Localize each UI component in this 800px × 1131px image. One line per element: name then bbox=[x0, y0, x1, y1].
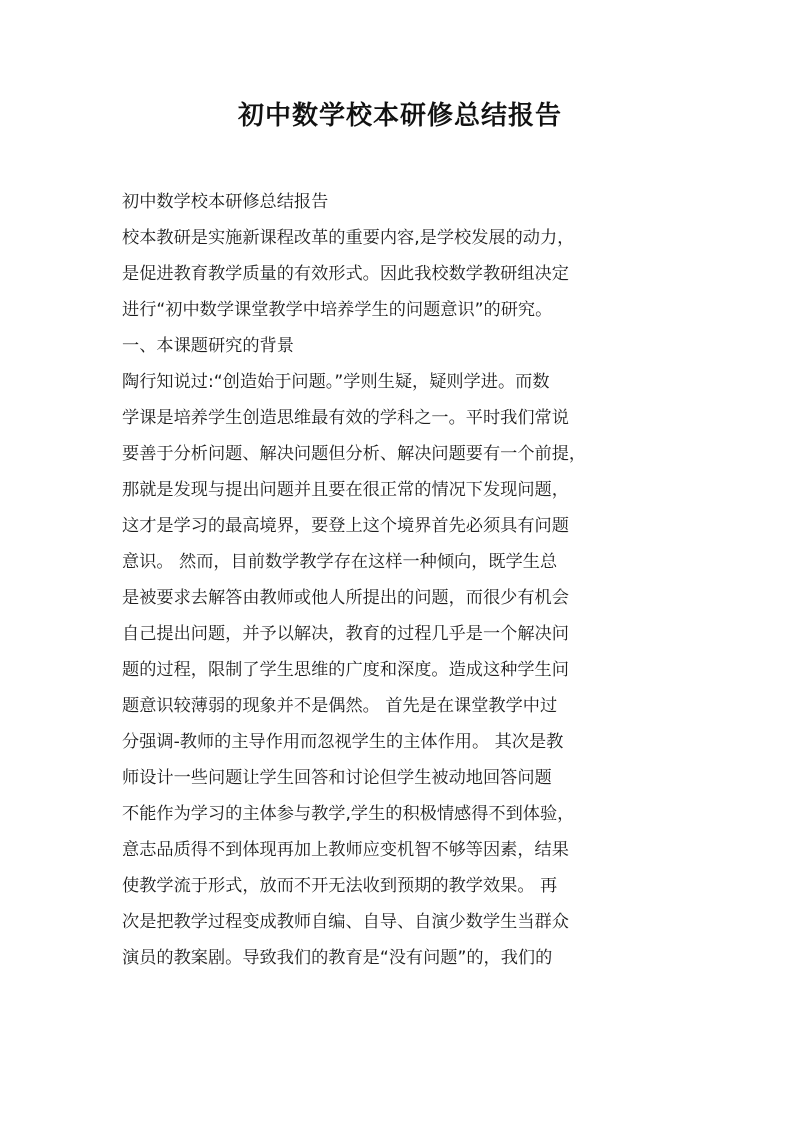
body-line: 题的过程，限制了学生思维的广度和深度。造成这种学生问 bbox=[122, 660, 569, 680]
document-title: 初中数学校本研修总结报告 bbox=[237, 101, 562, 131]
body-line: 师设计一些问题让学生回答和讨论但学生被动地回答问题 bbox=[122, 768, 552, 788]
body-line: 意志品质得不到体现再加上教师应变机智不够等因素，结果 bbox=[122, 840, 569, 860]
body-line: 使教学流于形式，放而不开无法收到预期的教学效果。 再 bbox=[122, 876, 558, 896]
body-line: 演员的教案剧。导致我们的教育是“没有问题”的，我们的 bbox=[122, 948, 553, 968]
body-line: 分强调-教师的主导作用而忽视学生的主体作用。 其次是教 bbox=[122, 732, 564, 752]
body-line: 意识。 然而，目前数学教学存在这样一种倾向，既学生总 bbox=[122, 552, 558, 572]
body-line: 校本教研是实施新课程改革的重要内容,是学校发展的动力， bbox=[122, 228, 575, 248]
body-line: 不能作为学习的主体参与教学,学生的积极情感得不到体验， bbox=[122, 804, 575, 824]
body-line: 题意识较薄弱的现象并不是偶然。 首先是在课堂教学中过 bbox=[122, 696, 558, 716]
body-line: 陶行知说过:“创造始于问题。”学则生疑，疑则学进。而数 bbox=[122, 372, 550, 392]
body-line: 是被要求去解答由教师或他人所提出的问题，而很少有机会 bbox=[122, 588, 569, 608]
body-line: 是促进教育教学质量的有效形式。因此我校数学教研组决定 bbox=[122, 264, 569, 284]
body-line: 要善于分析问题、解决问题但分析、解决问题要有一个前提， bbox=[122, 444, 587, 464]
body-line: 进行“初中数学课堂教学中培养学生的问题意识”的研究。 bbox=[122, 300, 553, 320]
section-heading: 一、本课题研究的背景 bbox=[122, 336, 294, 356]
body-line: 学课是培养学生创造思维最有效的学科之一。平时我们常说 bbox=[122, 408, 569, 428]
body-line: 那就是发现与提出问题并且要在很正常的情况下发现问题， bbox=[122, 480, 569, 500]
document-body bbox=[122, 184, 702, 976]
body-line: 自己提出问题，并予以解决，教育的过程几乎是一个解决问 bbox=[122, 624, 569, 644]
body-line: 初中数学校本研修总结报告 bbox=[122, 192, 329, 212]
body-line: 这才是学习的最高境界，要登上这个境界首先必须具有问题 bbox=[122, 516, 569, 536]
body-line: 次是把教学过程变成教师自编、自导、自演少数学生当群众 bbox=[122, 912, 569, 932]
